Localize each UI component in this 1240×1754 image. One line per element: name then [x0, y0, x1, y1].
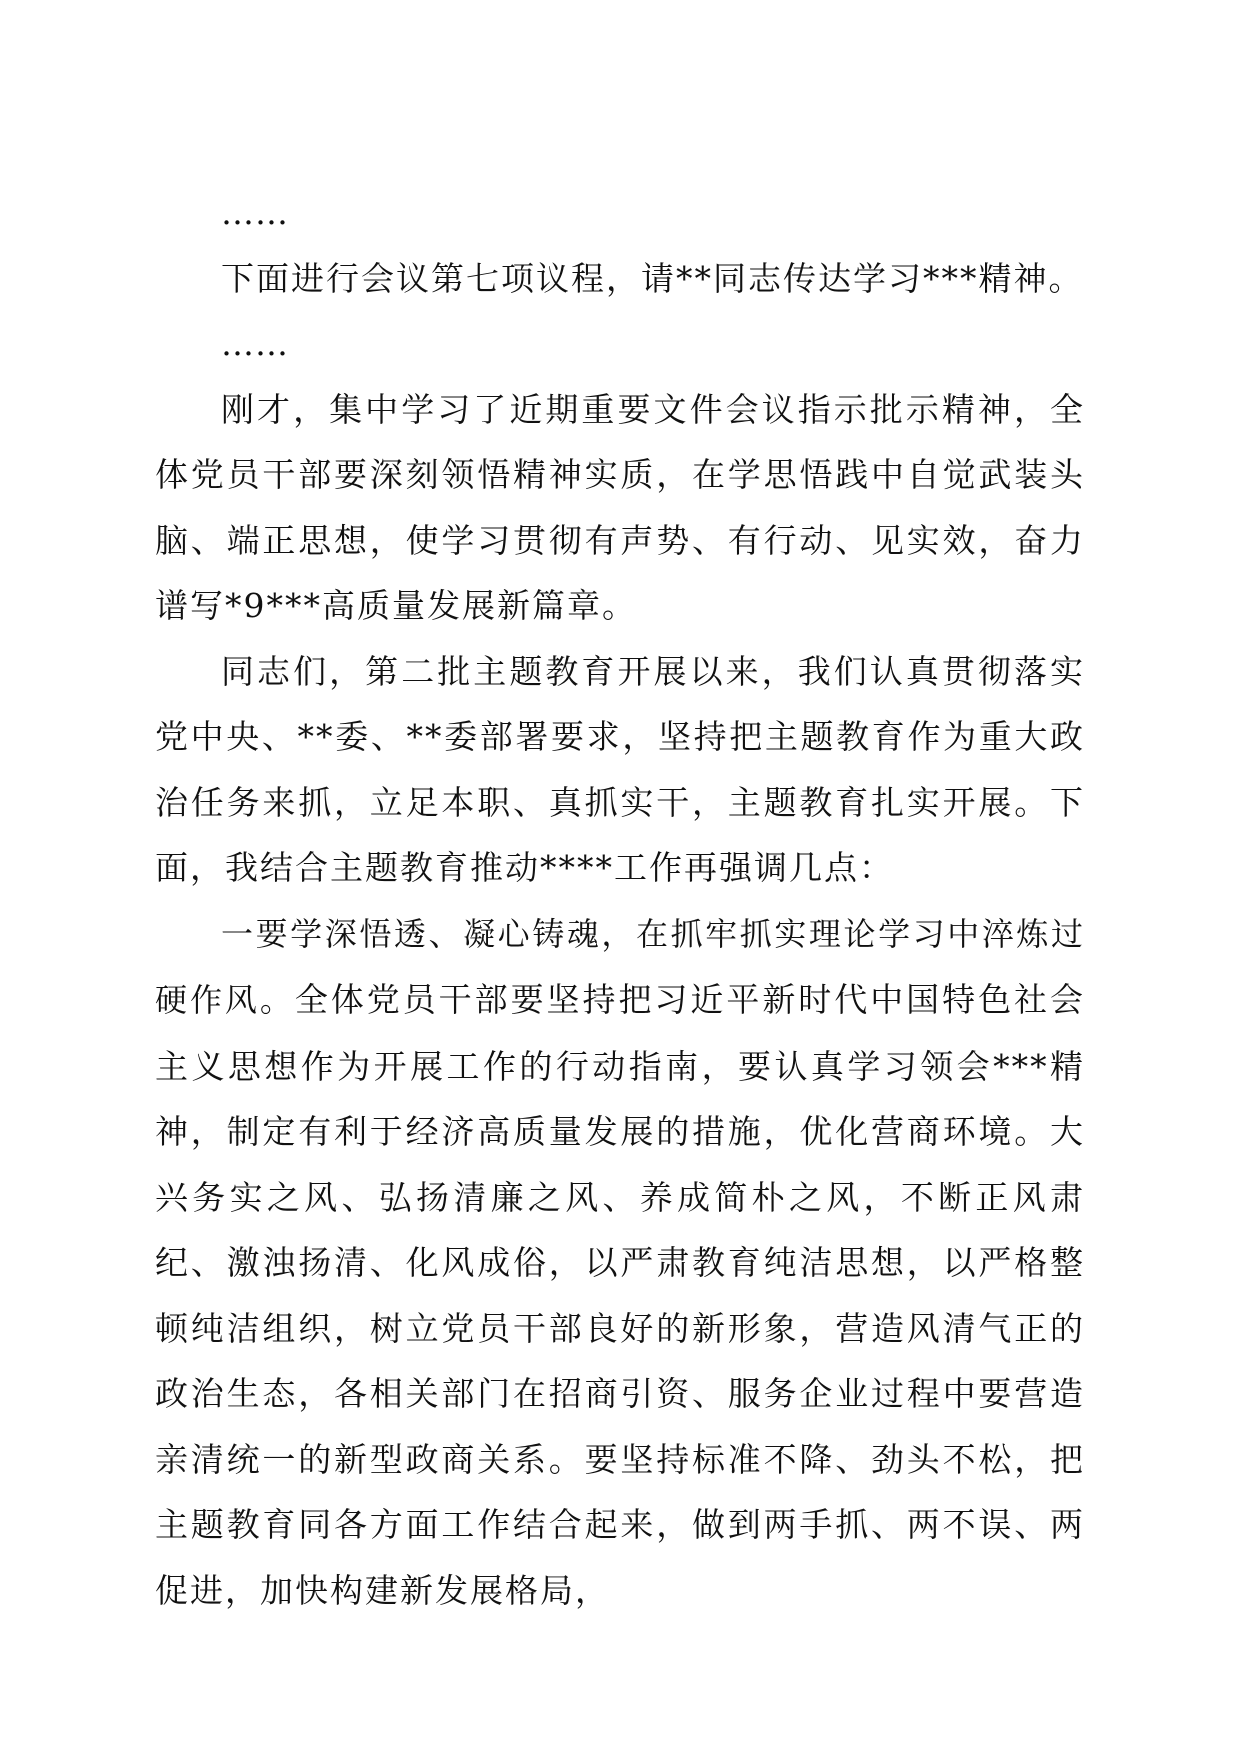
- first-requirement-heading: 一要学深悟透、凝心铸魂，在抓牢抓实理论学习中淬炼过硬作风。: [155, 914, 1085, 1019]
- ellipsis-line: ……: [221, 193, 289, 232]
- agenda-item-paragraph: 下面进行会议第七项议程，请**同志传达学习***精神。: [221, 258, 1084, 298]
- first-requirement-body: 全体党员干部要坚持把习近平新时代中国特色社会主义思想作为开展工作的行动指南，要认真学习领会***精神，制定有利于经济高质量发展的措施，优化营商环境。大兴务实之风、弘扬清廉之风、养成简朴之风，不断正风肃纪、激浊扬清、化风成俗，以严肃教育纯洁思想，以严格整顿纯洁组织，树立党员干部良好的新形象，营造风清气正的政治生态，各相关部门在招商引资、服务企业过程中要营造亲清统一的新型政商关系。要坚持标准不降、劲头不松，把主题教育同各方面工作结合起来，做到两手抓、两不误、两促进，加快构建新发展格局，: [155, 980, 1085, 1610]
- ellipsis-line: ……: [221, 324, 289, 363]
- first-requirement-paragraph: [155, 901, 1085, 1624]
- study-summary-paragraph: 刚才，集中学习了近期重要文件会议指示批示精神，全体党员干部要深刻领悟精神实质，在学思悟践中自觉武装头脑、端正思想，使学习贯彻有声势、有行动、见实效，奋力谱写*9***高质量发展新篇章。: [155, 389, 1085, 625]
- theme-education-paragraph: 同志们，第二批主题教育开展以来，我们认真贯彻落实党中央、**委、**委部署要求，坚持把主题教育作为重大政治任务来抓，立足本职、真抓实干，主题教育扎实开展。下面，我结合主题教育推动****工作再强调几点：: [155, 651, 1085, 887]
- document-body: [155, 180, 1085, 1623]
